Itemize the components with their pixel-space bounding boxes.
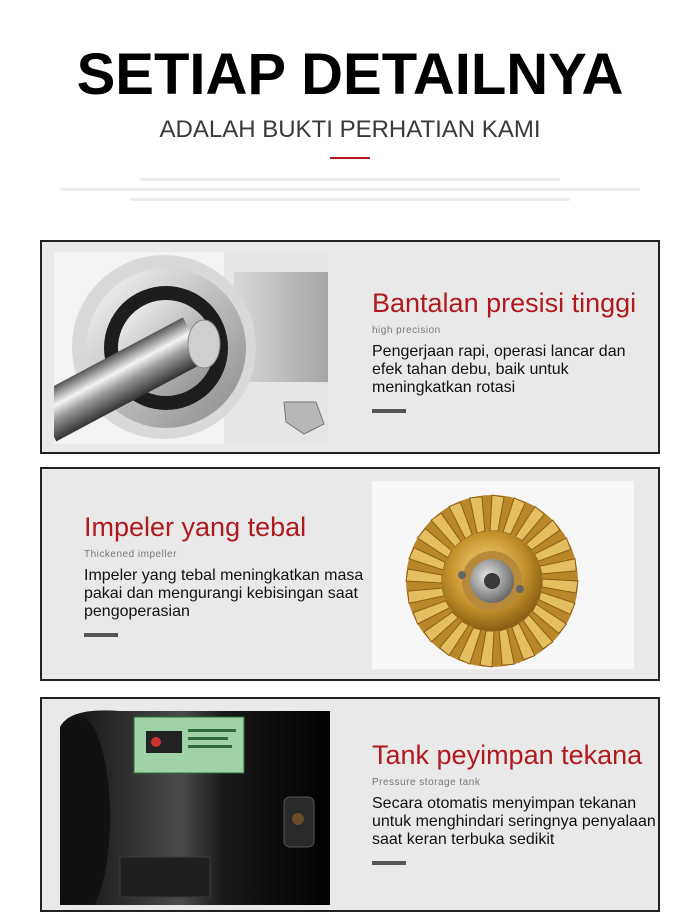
impeller-photo bbox=[372, 481, 634, 669]
faint-decorative-text bbox=[60, 178, 640, 208]
accent-divider bbox=[330, 157, 370, 159]
bearing-photo bbox=[54, 252, 328, 444]
feature-title: Tank peyimpan tekana bbox=[372, 740, 643, 770]
feature-card-bearing bbox=[40, 240, 660, 454]
feature-card-impeller bbox=[40, 467, 660, 681]
feature-description: Secara otomatis menyimpan tekanan untuk menghindari seringnya penyalaan saat keran terbuka sedikit bbox=[372, 795, 656, 848]
page-title: SETIAP DETAILNYA bbox=[76, 42, 624, 107]
feature-text-impeller bbox=[84, 511, 364, 637]
feature-underline bbox=[372, 409, 406, 413]
feature-text-bearing bbox=[372, 287, 652, 413]
feature-underline bbox=[84, 633, 118, 637]
feature-underline bbox=[372, 861, 406, 865]
page-subtitle: ADALAH BUKTI PERHATIAN KAMI bbox=[159, 116, 541, 143]
feature-text-pressure-tank bbox=[372, 739, 657, 865]
feature-description: Impeler yang tebal meningkatkan masa pakai dan mengurangi kebisingan saat pengoperasian bbox=[84, 567, 364, 620]
feature-subtitle: Thickened impeller bbox=[84, 549, 177, 560]
feature-card-pressure-tank bbox=[40, 697, 660, 912]
feature-title: Bantalan presisi tinggi bbox=[372, 288, 637, 318]
feature-title: Impeler yang tebal bbox=[84, 512, 307, 542]
feature-subtitle: high precision bbox=[372, 325, 441, 336]
page-header bbox=[0, 0, 700, 220]
pressure-tank-photo bbox=[60, 707, 330, 905]
feature-subtitle: Pressure storage tank bbox=[372, 777, 481, 788]
feature-description: Pengerjaan rapi, operasi lancar dan efek tahan debu, baik untuk meningkatkan rotasi bbox=[372, 343, 626, 396]
